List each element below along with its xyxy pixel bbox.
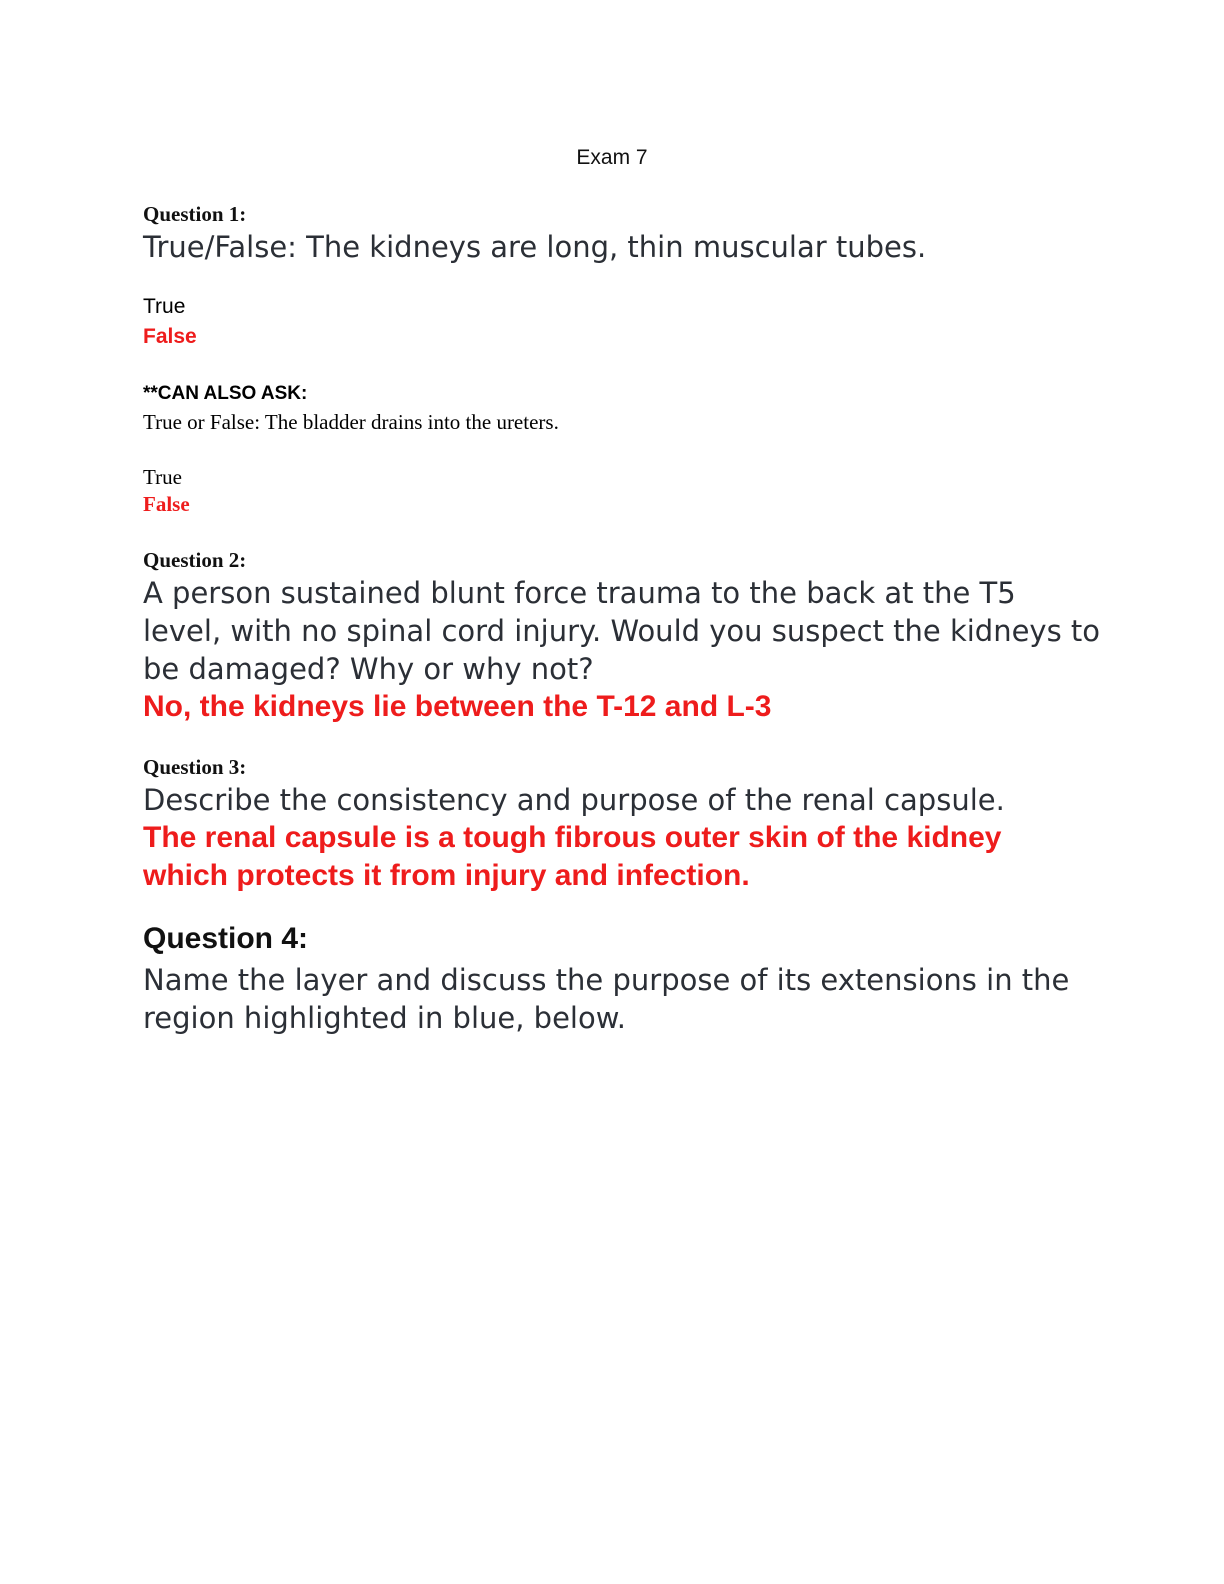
question-4-text: Name the layer and discuss the purpose of its extensions in the region highlighted in blue, below. bbox=[143, 963, 1070, 1035]
alternate-question-text: True or False: The bladder drains into the ureters. bbox=[143, 410, 559, 434]
question-1-option-false-correct: False bbox=[143, 325, 197, 348]
can-also-ask-label: **CAN ALSO ASK: bbox=[143, 383, 308, 404]
question-2-answer: No, the kidneys lie between the T-12 and L-3 bbox=[143, 690, 772, 723]
question-1-text: True/False: The kidneys are long, thin muscular tubes. bbox=[143, 230, 927, 264]
question-3-answer: The renal capsule is a tough fibrous outer skin of the kidney which protects it from injury and infection. bbox=[143, 821, 1002, 892]
question-1-option-true: True bbox=[143, 295, 186, 318]
question-3-heading: Question 3: bbox=[143, 755, 247, 779]
alternate-option-false-correct: False bbox=[143, 492, 190, 516]
document-title: Exam 7 bbox=[576, 146, 648, 169]
question-3-text: Describe the consistency and purpose of the renal capsule. bbox=[143, 783, 1005, 817]
question-2-text: A person sustained blunt force trauma to the back at the T5 level, with no spinal cord injury. Would you suspect the kidneys to be damaged? Why or why not? bbox=[143, 576, 1101, 686]
alternate-option-true: True bbox=[143, 465, 182, 489]
question-2-heading: Question 2: bbox=[143, 548, 247, 572]
question-4-heading: Question 4: bbox=[143, 922, 309, 955]
question-1-heading: Question 1: bbox=[143, 202, 247, 226]
